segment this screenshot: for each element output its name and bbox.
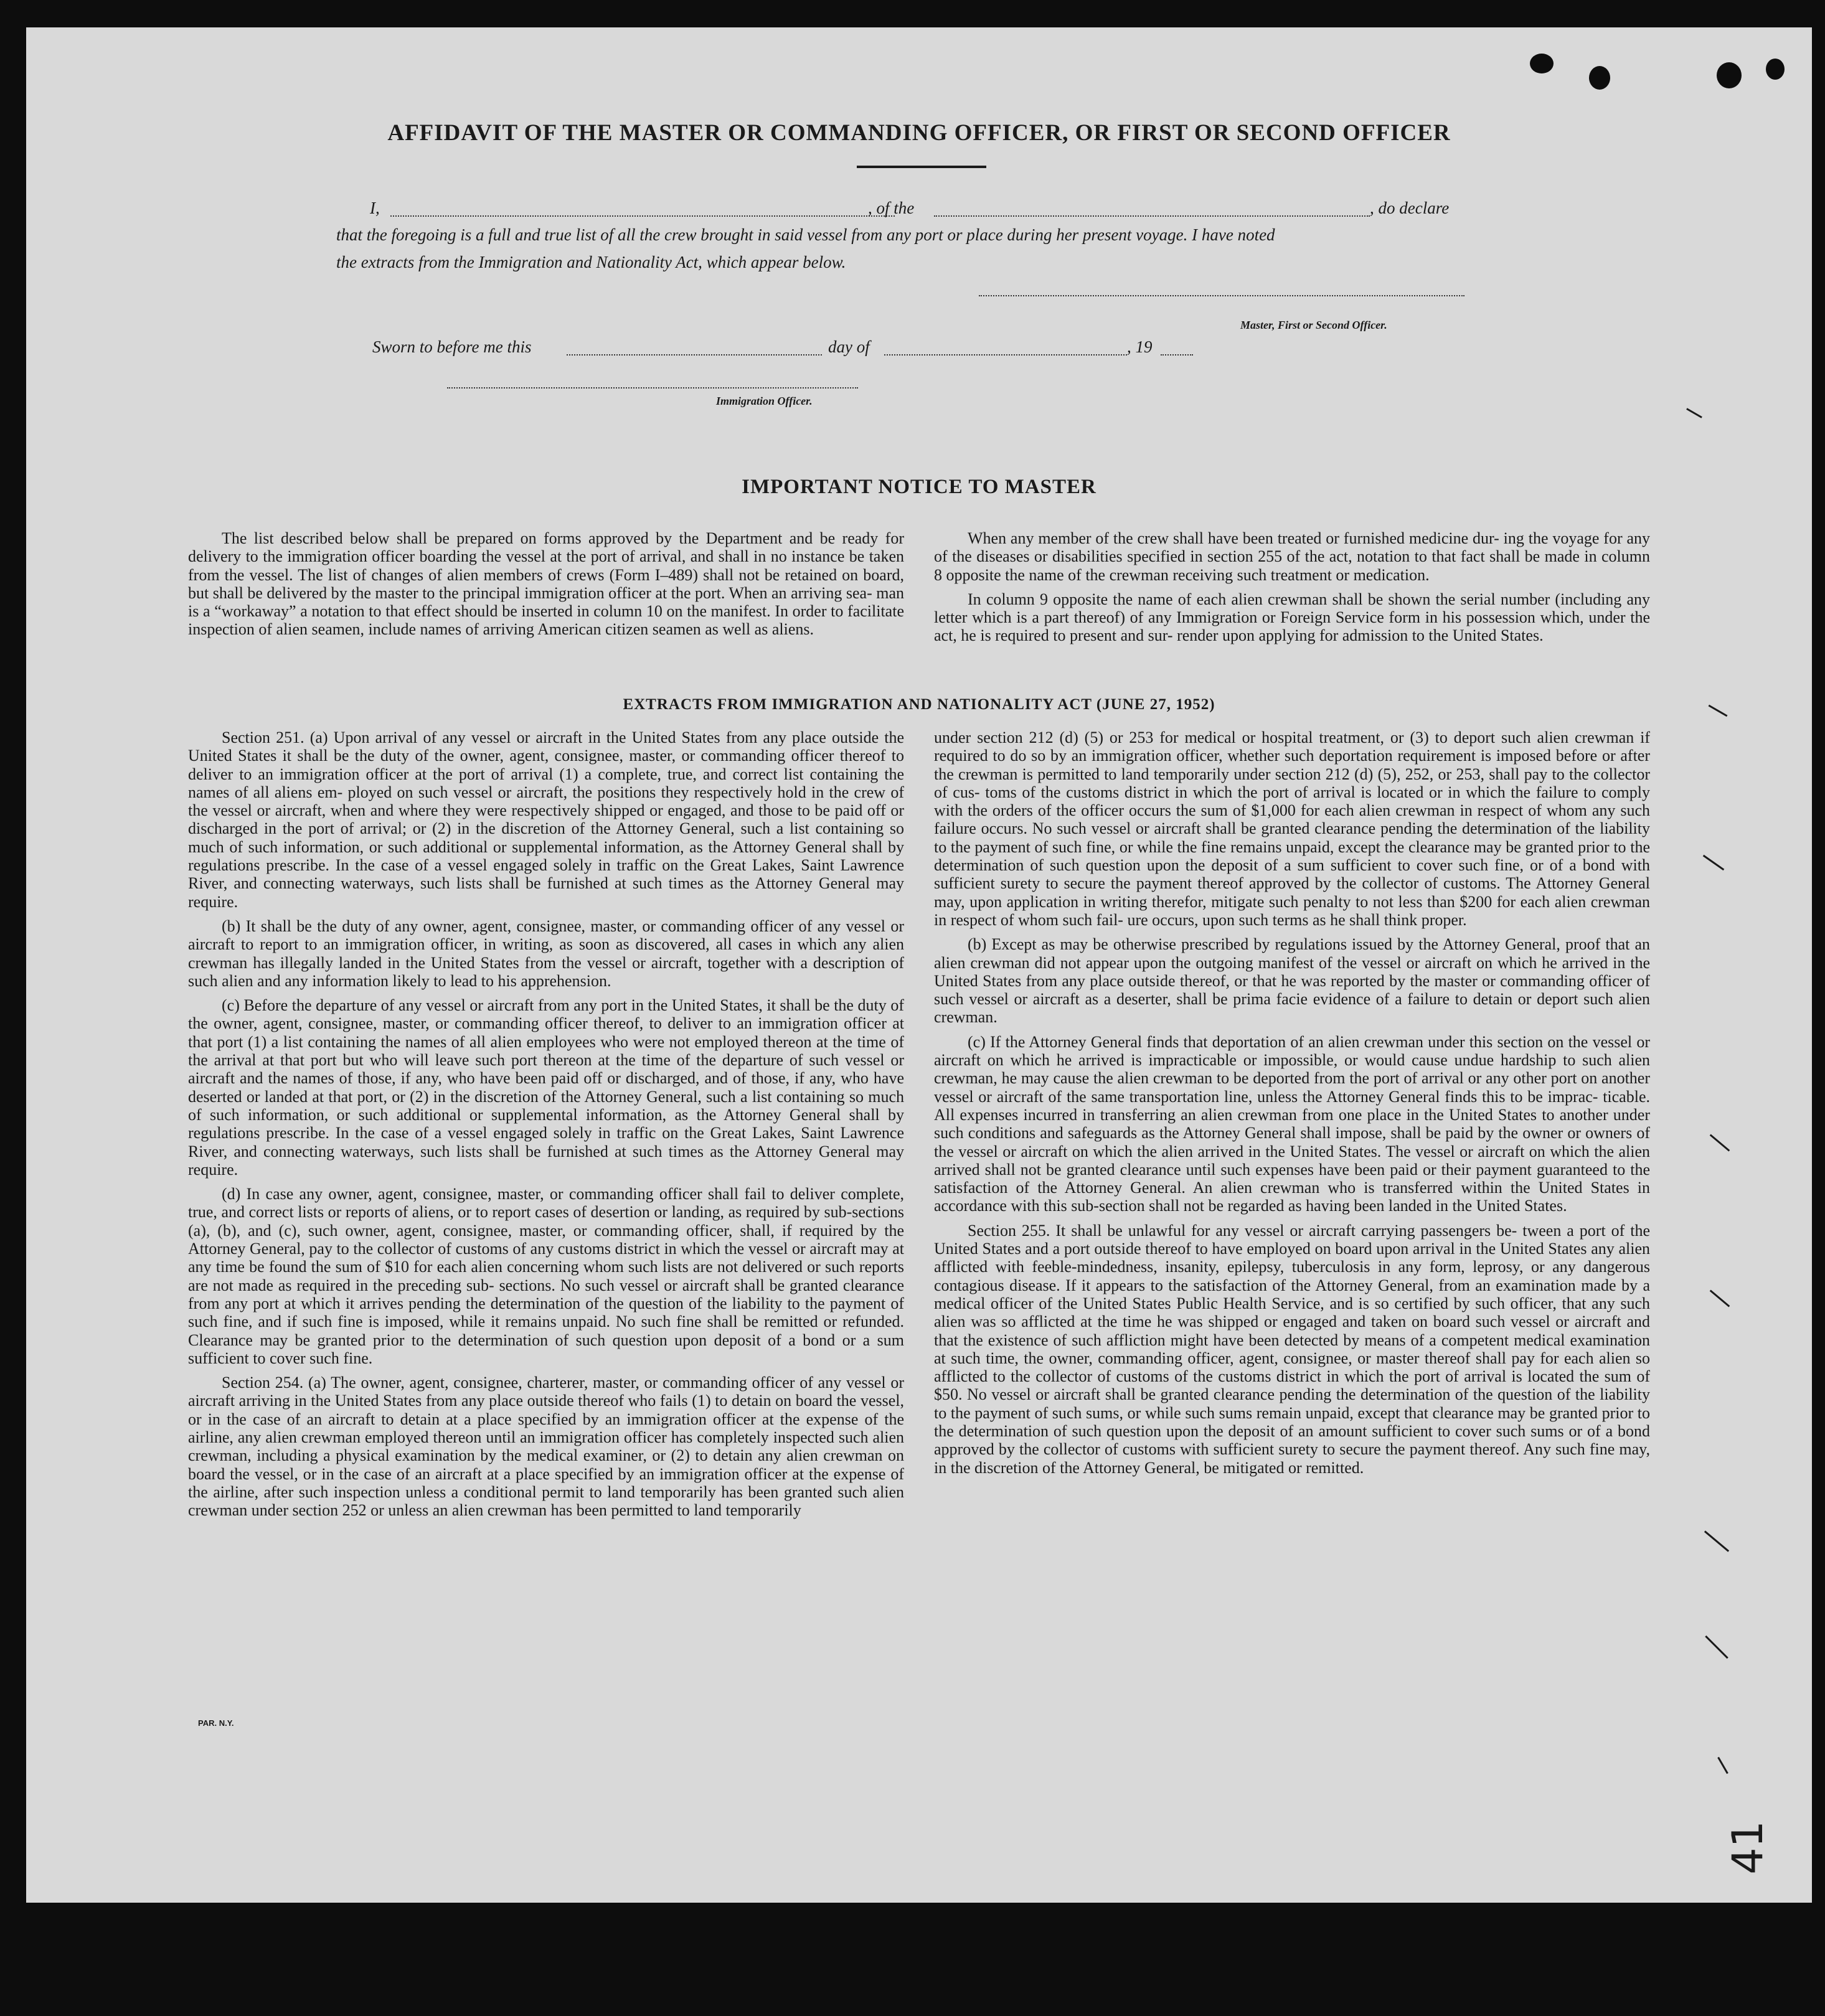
section-251-b: (b) It shall be the duty of any owner, agent, consignee, master, or commanding officer of any vessel or aircraft to report to an immigration officer, in writing, as soon as discovered, all cases in which any alien crewman has illegally landed in the United States from the vessel or aircraft, together with a description of such alien and any information likely to lead to his apprehension. (188, 916, 904, 990)
notice-right-paragraph-1: When any member of the crew shall have been treated or furnished medicine dur- ing the voyage for any of the diseases or disabilities specified in section 255 of the act, notation to that fact shall be made in column 8 opposite the name of the crewman receiving such treatment or medication. (934, 529, 1650, 584)
margin-mark (1705, 1636, 1728, 1659)
affidavit-line-2: that the foregoing is a full and true list of all the crew brought in said vessel from any port or place during her present voyage. I have noted (336, 225, 1275, 244)
margin-mark (1704, 1530, 1729, 1552)
master-signature-line (979, 293, 1464, 296)
section-254-b: (b) Except as may be otherwise prescribed by regulations issued by the Attorney General, proof that an alien crewman did not appear upon the outgoing manifest of the vessel or aircraft on which he arrived in the United States from any place outside thereof, or that he was reported by the master or commanding officer of such vessel or aircraft as a deserter, shall be prima facie evidence of a failure to detain or deport such alien crewman. (934, 935, 1650, 1027)
sworn-label: Sworn to before me this (372, 337, 532, 356)
officer-signature-line (447, 385, 858, 389)
document-page (26, 27, 1812, 1903)
section-251-c: (c) Before the departure of any vessel or aircraft from any port in the United States, it shall be the duty of the owner, agent, consignee, master, or commanding officer thereof, to deliver to an immigration officer at that port (1) a list containing the names of all alien employees who were not employed thereon at the time of the arrival at that port but who will leave such port thereon at the time of the departure of such vessel or aircraft and the names of those, if any, who have been paid off or discharged, and of those, if any, who have deserted or landed at that port, or (2) in the discretion of the Attorney General, such a list containing so much of such information, or such additional or supplemental information, as the Attorney General shall by regulations prescribe. In the case of a vessel engaged solely in traffic on the Great Lakes, Saint Lawrence River, and connecting waterways, such lists shall be furnished at such times as the Attorney General may require. (188, 996, 904, 1179)
margin-mark (1710, 1134, 1730, 1151)
vessel-blank-line (934, 197, 1370, 217)
section-254-a: Section 254. (a) The owner, agent, consignee, charterer, master, or commanding officer of any vessel or aircraft arriving in the United States from any place outside thereof who fails (1) to detain on board the vessel, or in the case of an aircraft to detain at a place specified by an immigration officer at the expense of the airline, any alien crewman employed thereon until an immigration officer has completely inspected such alien crewman, including a physical examination by the medical examiner, or (2) to detain any alien crewman on board the vessel, or in the case of an aircraft at a place specified by an immigration officer at the expense of the airline, after such inspection unless a conditional permit to land temporarily has been granted such alien crewman under section 252 or unless an alien crewman has been permitted to land temporarily (188, 1373, 904, 1520)
affidavit-i-label: I, (370, 199, 380, 217)
notice-left-column (188, 529, 904, 699)
notice-left-paragraph: The list described below shall be prepared on forms approved by the Department and be ready for delivery to the immigration officer boarding the vessel at the port of arrival, and shall in no instance be taken from the vessel. The list of changes of alien members of crews (Form I–489) shall not be retained on board, but shall be delivered by the master to the principal immigration officer at the port. When an arriving sea- man is a “workaway” a notation to that effect should be inserted in column 10 on the manifest. In order to facilitate inspection of alien seamen, include names of arriving American citizen seamen as well as aliens. (188, 529, 904, 639)
sworn-month-blank (884, 336, 1127, 356)
notice-right-column (934, 529, 1650, 699)
notice-title: IMPORTANT NOTICE TO MASTER (742, 476, 1096, 498)
affidavit-line-3: the extracts from the Immigration and Nationality Act, which appear below. (336, 253, 846, 271)
ink-blot (1766, 59, 1785, 80)
sworn-day-blank (567, 336, 822, 356)
extracts-right-column (934, 728, 1650, 1725)
ink-blot (1589, 66, 1610, 90)
notice-right-paragraph-2: In column 9 opposite the name of each alien crewman shall be shown the serial number (including any letter which is a part thereof) of any Immigration or Foreign Service form in his possession which, under the act, he is required to present and sur- render upon applying for admission to the United States. (934, 590, 1650, 645)
affidavit-of-the-label: , of the (868, 199, 915, 217)
name-blank-line (390, 197, 895, 217)
officer-signature-label: Immigration Officer. (716, 395, 813, 407)
section-251-d: (d) In case any owner, agent, consignee, master, or commanding officer shall fail to deliver complete, true, and correct lists or reports of aliens, or to report cases of desertion or landing, as required by sub-sections (a), (b), and (c), such owner, agent, consignee, master, or commanding officer, shall, if required by the Attorney General, pay to the collector of customs of any customs district in which the vessel or aircraft may at any time be found the sum of $10 for each alien concerning whom such lists are not delivered or such reports are not made as required in the preceding sub- sections. No such vessel or aircraft shall be granted clearance from any port at which it arrives pending the determination of the question of the liability to the payment of such fine, and if such fine is imposed, while it remains unpaid. No such fine shall be remitted or refunded. Clearance may be granted prior to the determination of such question upon deposit of a bond or a sum sufficient to cover such fine. (188, 1185, 904, 1367)
extracts-title: EXTRACTS FROM IMMIGRATION AND NATIONALITY ACT (JUNE 27, 1952) (623, 696, 1215, 713)
ink-blot (1717, 62, 1742, 88)
section-254-c: (c) If the Attorney General finds that deportation of an alien crewman under this section on the vessel or aircraft on which he arrived is impracticable or impossible, or would cause undue hardship to such alien crewman, he may cause the alien crewman to be deported from the port of arrival or any other port on another vessel or aircraft of the same transportation line, unless the Attorney General finds this to be imprac- ticable. All expenses incurred in transferring an alien crewman from one place in the United States to another under such conditions and safeguards as the Attorney General shall impose, shall be paid by the owner or owners of the vessel or aircraft on which the alien arrived in the United States. The vessel or aircraft on which the alien arrived shall not be granted clearance until such expenses have been paid or their payment guaranteed to the satisfaction of the Attorney General. An alien crewman who is transferred within the United States in accordance with this sub-section shall not be regarded as having been landed in the United States. (934, 1032, 1650, 1215)
ink-blot (1530, 54, 1554, 73)
section-251-a: Section 251. (a) Upon arrival of any vessel or aircraft in the United States from any place outside the United States it shall be the duty of the owner, agent, consignee, master, or commanding officer thereof to deliver to an immigration officer at the port of arrival (1) a complete, true, and correct list containing the names of all aliens em- ployed on such vessel or aircraft, the positions they respectively hold in the crew of the vessel or aircraft, when and where they were respectively shipped or engaged, and those to be paid off or discharged in the port of arrival; or (2) in the discretion of the Attorney General, such a list containing so much of such information, or such additional or supplemental information, as the Attorney General shall by regulations prescribe. In the case of a vessel engaged solely in traffic on the Great Lakes, Saint Lawrence River, and connecting waterways, such lists shall be furnished at such times as the Attorney General may require. (188, 728, 904, 911)
margin-mark (1703, 855, 1724, 870)
margin-mark (1710, 1289, 1730, 1307)
extracts-left-column (188, 728, 904, 1725)
title-underline (857, 166, 986, 168)
master-signature-label: Master, First or Second Officer. (1240, 319, 1387, 331)
day-of-label: day of (828, 337, 870, 356)
section-255: Section 255. It shall be unlawful for any vessel or aircraft carrying passengers be- tween a port of the United States and a port outside thereof to have employed on board upon arrival in the United States any alien afflicted with feeble-mindedness, insanity, epilepsy, tuberculosis in any form, leprosy, or any dangerous contagious disease. If it appears to the satisfaction of the Attorney General, from an examination made by a medical officer of the United States Public Health Service, and is so certified by such officer, that any such alien was so afflicted at the time he was shipped or engaged and taken on board such vessel or aircraft and that the existence of such affliction might have been detected by means of a competent medical examination at such time, the owner, commanding officer, agent, consignee, or master thereof shall pay for each alien so afflicted to the collector of customs of the customs district in which the port of arrival is located the sum of $50. No vessel or aircraft shall be granted clearance pending the determination of the question of the liability to the payment of such sums, or while such sums remain unpaid, except that clearance may be granted prior to the determination of such question upon the deposit of an amount sufficient to cover such sums or of a bond approved by the collector of customs with sufficient surety to secure the payment thereof. Any such fine may, in the discretion of the Attorney General, be mitigated or remitted. (934, 1221, 1650, 1477)
margin-mark (1717, 1757, 1728, 1774)
handwritten-page-number: 41 (1723, 1821, 1773, 1875)
affidavit-title: AFFIDAVIT OF THE MASTER OR COMMANDING OFFICER, OR FIRST OR SECOND OFFICER (387, 120, 1451, 146)
year-label: , 19 (1127, 337, 1153, 356)
margin-mark (1686, 408, 1702, 418)
affidavit-declare-label: , do declare (1370, 199, 1450, 217)
printer-mark: PAR. N.Y. (198, 1718, 234, 1728)
year-blank (1161, 336, 1193, 356)
section-254-a-continued: under section 212 (d) (5) or 253 for medical or hospital treatment, or (3) to deport such alien crewman if required to do so by an immigration officer, whether such deportation requirement is imposed before or after the crewman is permitted to land temporarily under section 212 (d) (5), 252, or 253, shall pay to the collector of cus- toms of the customs district in which the port of arrival is located or in which the failure to comply with the orders of the officer occurs the sum of $1,000 for each alien crewman in respect of whom any such failure occurs. No such vessel or aircraft shall be granted clearance pending the determination of the liability to the payment of such fine, or while the fine remains unpaid, except the clearance may be granted prior to the determination of such question upon the deposit of a sum sufficient to cover such fine, or of a bond with sufficient surety to secure the payment thereof approved by the collector of customs. The Attorney General may, upon application in writing therefor, mitigate such penalty to not less than $200 for each alien crewman in respect of whom such fail- ure occurs, upon such terms as he shall think proper. (934, 728, 1650, 929)
